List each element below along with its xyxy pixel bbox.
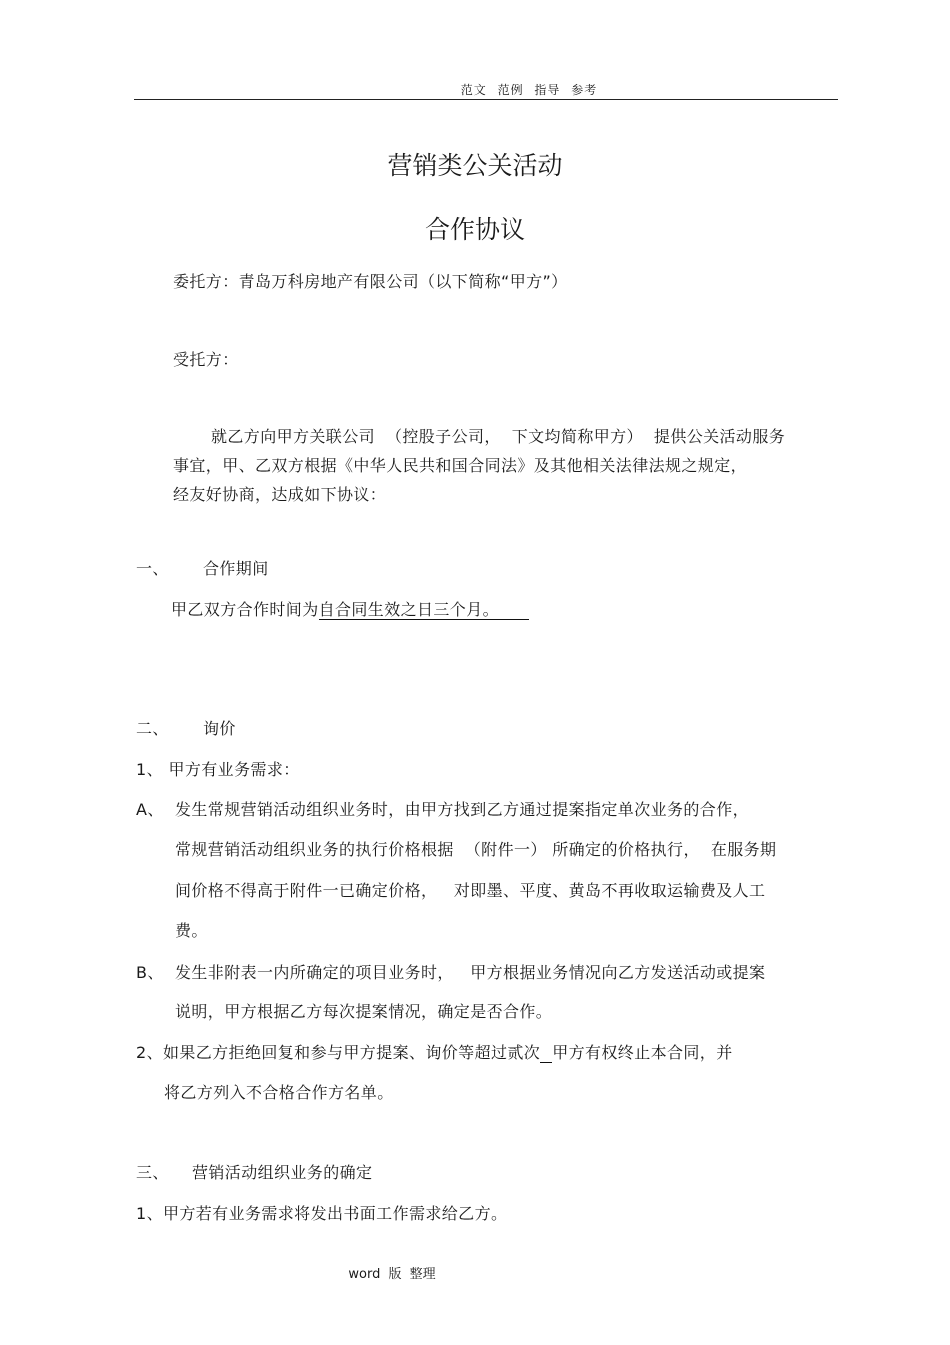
item-a-line-2: 常规营销活动组织业务的执行价格根据 （附件一） 所确定的价格执行， 在服务期 xyxy=(175,840,777,859)
item-2-text-b: 甲方有权终止本合同，并 xyxy=(552,1043,733,1062)
section-1-number: 一、 xyxy=(136,559,169,578)
preamble-line-2: 事宜，甲、乙双方根据《中华人民共和国合同法》及其他相关法律法规之规定， xyxy=(173,456,748,475)
item-b-marker: B、 xyxy=(136,963,164,982)
page-header: 范文 范例 指导 参考 xyxy=(460,83,598,97)
document-title: 营销类公关活动 xyxy=(387,151,563,180)
section-2-heading: 询价 xyxy=(203,719,236,738)
section-2-item-1: 1、 甲方有业务需求： xyxy=(136,760,300,779)
document-subtitle: 合作协议 xyxy=(424,215,525,244)
underline-mark xyxy=(540,1048,552,1063)
section-2-number: 二、 xyxy=(136,719,169,738)
section-2-item-2-line-2: 将乙方列入不合格合作方名单。 xyxy=(164,1083,394,1102)
page-footer: word 版 整理 xyxy=(348,1267,436,1282)
section-3-heading: 营销活动组织业务的确定 xyxy=(192,1163,373,1182)
section-1-heading: 合作期间 xyxy=(203,559,269,578)
contractor-party: 受托方： xyxy=(173,350,239,369)
section-2-item-2-line-1 xyxy=(136,1040,733,1063)
header-divider xyxy=(134,99,838,100)
preamble-line-1: 就乙方向甲方关联公司 （控股子公司， 下文均简称甲方） 提供公关活动服务 xyxy=(211,427,786,446)
section-1-text xyxy=(171,597,529,620)
item-b-line-2: 说明，甲方根据乙方每次提案情况，确定是否合作。 xyxy=(175,1002,553,1021)
item-2-text-a: 2、如果乙方拒绝回复和参与甲方提案、询价等超过贰次 xyxy=(136,1043,541,1062)
section-3-item-1: 1、甲方若有业务需求将发出书面工作需求给乙方。 xyxy=(136,1204,508,1223)
section-3-number: 三、 xyxy=(136,1163,169,1182)
item-a-marker: A、 xyxy=(136,800,164,819)
item-a-line-1: 发生常规营销活动组织业务时，由甲方找到乙方通过提案指定单次业务的合作， xyxy=(175,800,750,819)
item-a-line-4: 费。 xyxy=(175,921,208,940)
item-b-line-1: 发生非附表一内所确定的项目业务时， 甲方根据业务情况向乙方发送活动或提案 xyxy=(175,963,766,982)
cooperation-period-value: 自合同生效之日三个月。 xyxy=(319,600,529,620)
cooperation-period-label: 甲乙双方合作时间为 xyxy=(171,600,319,619)
item-a-line-3: 间价格不得高于附件一已确定价格， 对即墨、平度、黄岛不再收取运输费及人工 xyxy=(175,881,766,900)
client-party: 委托方：青岛万科房地产有限公司（以下简称“甲方”） xyxy=(173,272,568,291)
preamble-line-3: 经友好协商，达成如下协议： xyxy=(173,485,387,504)
